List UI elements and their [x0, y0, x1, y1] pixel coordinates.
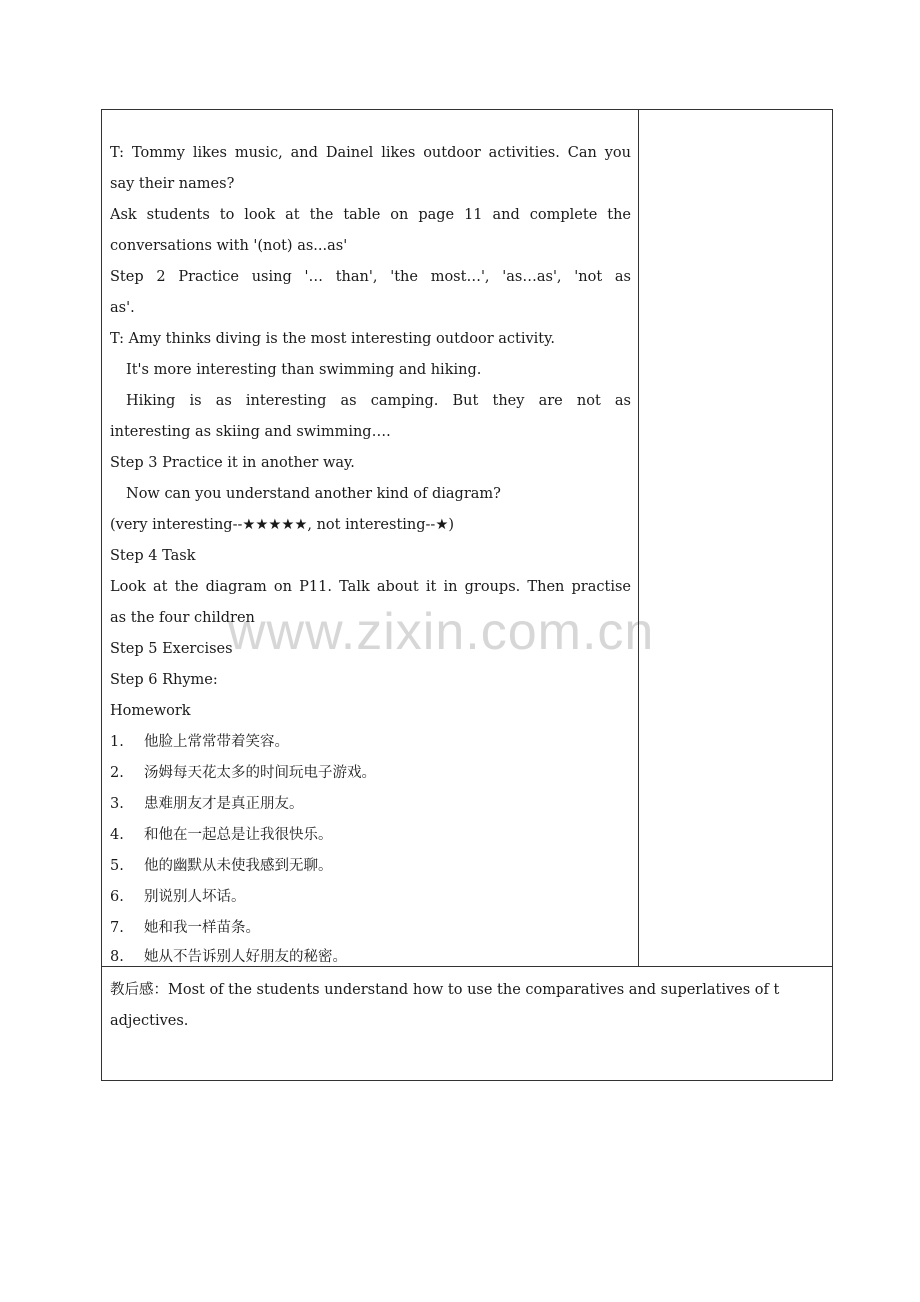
homework-item — [110, 887, 631, 907]
look-line-2: as the four children — [110, 610, 255, 626]
intro-line-2: say their names? — [110, 176, 235, 192]
step2-line-1: Step 2 Practice using '… than', 'the most…', 'as…as', 'not as — [110, 269, 631, 285]
step6-heading: Step 6 Rhyme: — [110, 672, 218, 688]
lesson-plan-table — [101, 109, 833, 1081]
homework-item — [110, 918, 631, 938]
homework-item-number: 8. — [110, 949, 124, 965]
ask-line-1: Ask students to look at the table on page 11 and complete the — [110, 207, 631, 223]
lesson-content-cell — [102, 110, 639, 966]
homework-title: Homework — [110, 703, 191, 719]
homework-item-text: 汤姆每天花太多的时间玩电子游戏。 — [144, 765, 376, 781]
watermark: www.zixin.com.cn — [228, 603, 655, 661]
homework-item-number: 5. — [110, 858, 124, 874]
homework-item-number: 1. — [110, 734, 124, 750]
homework-item — [110, 794, 631, 814]
homework-item-text: 她和我一样苗条。 — [144, 920, 260, 936]
homework-item — [110, 732, 631, 752]
homework-item-number: 6. — [110, 889, 124, 905]
step2-line-2: as'. — [110, 300, 135, 316]
notes-column-cell — [639, 110, 832, 966]
amy-line-2: It's more interesting than swimming and hiking. — [126, 362, 482, 378]
homework-item-text: 他的幽默从未使我感到无聊。 — [144, 858, 333, 874]
step5-heading: Step 5 Exercises — [110, 641, 233, 657]
amy-line-1: T: Amy thinks diving is the most interesting outdoor activity. — [110, 331, 555, 347]
homework-item-text: 别说别人坏话。 — [144, 889, 246, 905]
homework-item — [110, 763, 631, 783]
reflection-cell — [102, 966, 832, 1080]
amy-line-4: interesting as skiing and swimming…. — [110, 424, 391, 440]
step3-heading: Step 3 Practice it in another way. — [110, 455, 355, 471]
rating-legend: (very interesting--★★★★★, not interesting--★) — [110, 517, 454, 533]
step3-sub: Now can you understand another kind of diagram? — [126, 486, 501, 502]
homework-item-number: 4. — [110, 827, 124, 843]
homework-item-text: 患难朋友才是真正朋友。 — [144, 796, 304, 812]
homework-item-number: 2. — [110, 765, 124, 781]
reflection-line-1: 教后感：Most of the students understand how to use the comparatives and superlatives of t — [110, 982, 780, 998]
homework-item-number: 3. — [110, 796, 124, 812]
homework-item — [110, 856, 631, 876]
homework-item — [110, 947, 631, 966]
intro-line-1: T: Tommy likes music, and Dainel likes outdoor activities. Can you — [110, 145, 631, 161]
homework-item-text: 她从不告诉别人好朋友的秘密。 — [144, 949, 347, 965]
homework-item — [110, 825, 631, 845]
look-line-1: Look at the diagram on P11. Talk about it in groups. Then practise — [110, 579, 631, 595]
step4-heading: Step 4 Task — [110, 548, 196, 564]
amy-line-3: Hiking is as interesting as camping. But they are not as — [126, 393, 631, 409]
homework-item-text: 和他在一起总是让我很快乐。 — [144, 827, 333, 843]
ask-line-2: conversations with '(not) as...as' — [110, 238, 348, 254]
homework-item-text: 他脸上常常带着笑容。 — [144, 734, 289, 750]
reflection-line-2: adjectives. — [110, 1013, 189, 1029]
homework-item-number: 7. — [110, 920, 124, 936]
